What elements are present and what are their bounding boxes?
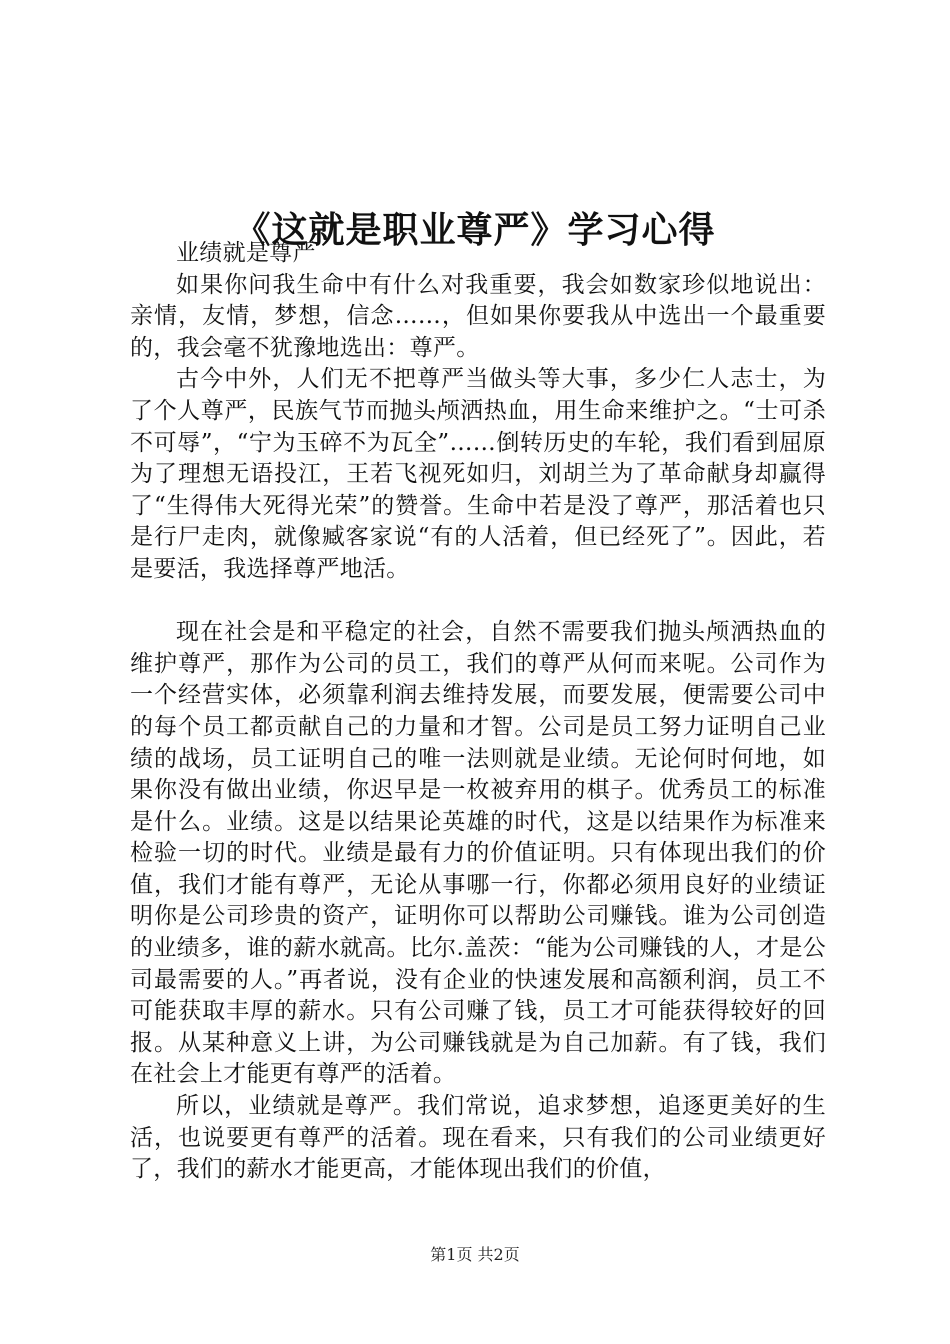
paragraph-4: 所以，业绩就是尊严。我们常说，追求梦想，追逐更美好的生活，也说要更有尊严的活着。现在看来，只有我们的公司业绩更好了，我们的薪水才能更高，才能体现出我们的价值， xyxy=(130,1093,826,1183)
paragraph-1: 如果你问我生命中有什么对我重要，我会如数家珍似地说出：亲情，友情，梦想，信念……，但如果你要我从中选出一个最重要的，我会毫不犹豫地选出：尊严。 xyxy=(130,271,826,361)
document-title: 《这就是职业尊严》学习心得 xyxy=(234,210,716,252)
document-body xyxy=(130,238,826,1186)
paragraph-3: 现在社会是和平稳定的社会，自然不需要我们抛头颅洒热血的维护尊严，那作为公司的员工，我们的尊严从何而来呢。公司作为一个经营实体，必须靠利润去维持发展，而要发展，便需要公司中的每个员工都贡献自己的力量和才智。公司是员工努力证明自己业绩的战场，员工证明自己的唯一法则就是业绩。无论何时何地，如果你没有做出业绩，你迟早是一枚被弃用的棋子。优秀员工的标准是什么。业绩。这是以结果论英雄的时代，这是以结果作为标准来检验一切的时代。业绩是最有力的价值证明。只有体现出我们的价值，我们才能有尊严，无论从事哪一行，你都必须用良好的业绩证明你是公司珍贵的资产，证明你可以帮助公司赚钱。谁为公司创造的业绩多，谁的薪水就高。比尔.盖茨：“能为公司赚钱的人，才是公司最需要的人。”再者说，没有企业的快速发展和高额利润，员工不可能获取丰厚的薪水。只有公司赚了钱，员工才可能获得较好的回报。从某种意义上讲，为公司赚钱就是为自己加薪。有了钱，我们在社会上才能更有尊严的活着。 xyxy=(130,619,826,1088)
page-number-footer: 第1页 共2页 xyxy=(430,1245,520,1264)
paragraph-2: 古今中外，人们无不把尊严当做头等大事，多少仁人志士，为了个人尊严，民族气节而抛头颅洒热血，用生命来维护之。“士可杀不可辱”，“宁为玉碎不为瓦全”……倒转历史的车轮，我们看到屈原为了理想无语投江，王若飞视死如归，刘胡兰为了革命献身却赢得了“生得伟大死得光荣”的赞誉。生命中若是没了尊严，那活着也只是行尸走肉，就像臧客家说“有的人活着，但已经死了”。因此，若是要活，我选择尊严地活。 xyxy=(130,366,826,582)
section-heading: 业绩就是尊严 xyxy=(176,240,316,266)
